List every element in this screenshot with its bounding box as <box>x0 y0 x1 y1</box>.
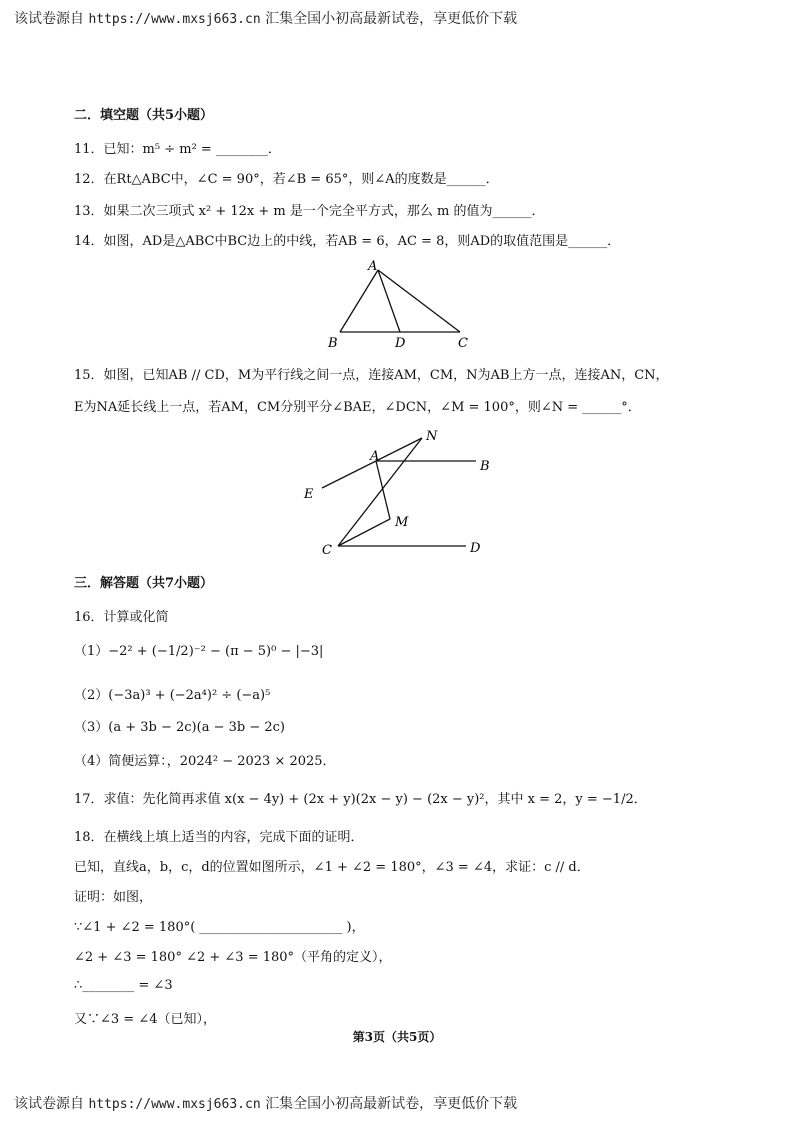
label-c: C <box>458 336 468 351</box>
proof-start: 证明：如图， <box>74 890 153 905</box>
question-16-part3: （3）(a + 3b − 2c)(a − 3b − 2c) <box>74 720 285 735</box>
label-d: D <box>395 336 406 351</box>
banner-suffix: 汇集全国小初高最新试卷，享更低价下载 <box>265 11 518 27</box>
proof-step-3: ∴________ = ∠3 <box>74 978 173 993</box>
label-e: E <box>304 487 314 502</box>
question-14: 14．如图，AD是△ABC中BC边上的中线，若AB = 6，AC = 8，则AD的取值范围是______． <box>74 234 621 249</box>
page-number: 第3页（共5页） <box>352 1030 442 1044</box>
label-n: N <box>426 429 438 444</box>
question-18: 18．在横线上填上适当的内容，完成下面的证明． <box>74 830 364 845</box>
section2-title: 二．填空题（共5小题） <box>74 108 214 123</box>
footer-banner <box>14 1093 517 1113</box>
question-18-given: 已知，直线a，b，c，d的位置如图所示，∠1 + ∠2 = 180°，∠3 = ∠4，求证：c // d． <box>74 860 590 875</box>
banner-url[interactable]: https://www.mxsj663.cn <box>88 12 261 27</box>
header-banner <box>14 8 517 28</box>
proof-step-4: 又∵∠3 = ∠4（已知）， <box>74 1012 216 1027</box>
segment-ab <box>340 270 378 332</box>
question-12: 12．在Rt△ABC中，∠C = 90°，若∠B = 65°，则∠A的度数是______． <box>74 172 499 187</box>
proof-step-1: ∵∠1 + ∠2 = 180°( ______________________ )， <box>74 920 365 935</box>
section3-title: 三．解答题（共7小题） <box>74 576 214 591</box>
question-11: 11．已知：m⁵ ÷ m² = ________． <box>74 142 281 157</box>
question-16-part4: （4）简便运算：，2024² − 2023 × 2025． <box>74 754 336 769</box>
banner-prefix: 该试卷源自 <box>14 11 84 27</box>
label-a: A <box>368 259 378 274</box>
segment-am <box>376 461 390 519</box>
question-15-line2: E为NA延长线上一点，若AM，CM分别平分∠BAE，∠DCN，∠M = 100°，则∠N = ______°． <box>74 400 641 415</box>
question-16: 16．计算或化简 <box>74 610 169 625</box>
question-15-line1: 15．如图，已知AB // CD，M为平行线之间一点，连接AM，CM，N为AB上方一点，连接AN，CN， <box>74 368 669 383</box>
label-b: B <box>328 336 338 351</box>
banner-url[interactable]: https://www.mxsj663.cn <box>88 1097 261 1112</box>
question-16-part1: （1）−2² + (−1/2)⁻² − (π − 5)⁰ − |−3| <box>74 644 324 659</box>
banner-prefix: 该试卷源自 <box>14 1096 84 1112</box>
label-a: A <box>370 449 380 464</box>
question-13: 13．如果二次三项式 x² + 12x + m 是一个完全平方式，那么 m 的值为______． <box>74 204 545 219</box>
label-b: B <box>480 459 490 474</box>
label-m: M <box>395 515 409 530</box>
segment-nc <box>338 438 422 546</box>
segment-ac <box>378 270 460 332</box>
triangle-figure <box>320 256 480 352</box>
proof-step-2: ∠2 + ∠3 = 180° ∠2 + ∠3 = 180°（平角的定义）， <box>74 950 392 965</box>
parallel-lines-figure <box>296 424 496 560</box>
question-17: 17．求值：先化简再求值 x(x − 4y) + (2x + y)(2x − y) − (2x − y)²，其中 x = 2，y = −1/2． <box>74 792 647 807</box>
label-d: D <box>470 541 481 556</box>
segment-ad <box>378 270 400 332</box>
question-16-part2: （2）(−3a)³ + (−2a⁴)² ÷ (−a)⁵ <box>74 688 271 703</box>
segment-mc <box>338 519 390 546</box>
banner-suffix: 汇集全国小初高最新试卷，享更低价下载 <box>265 1096 518 1112</box>
label-c: C <box>322 543 332 558</box>
